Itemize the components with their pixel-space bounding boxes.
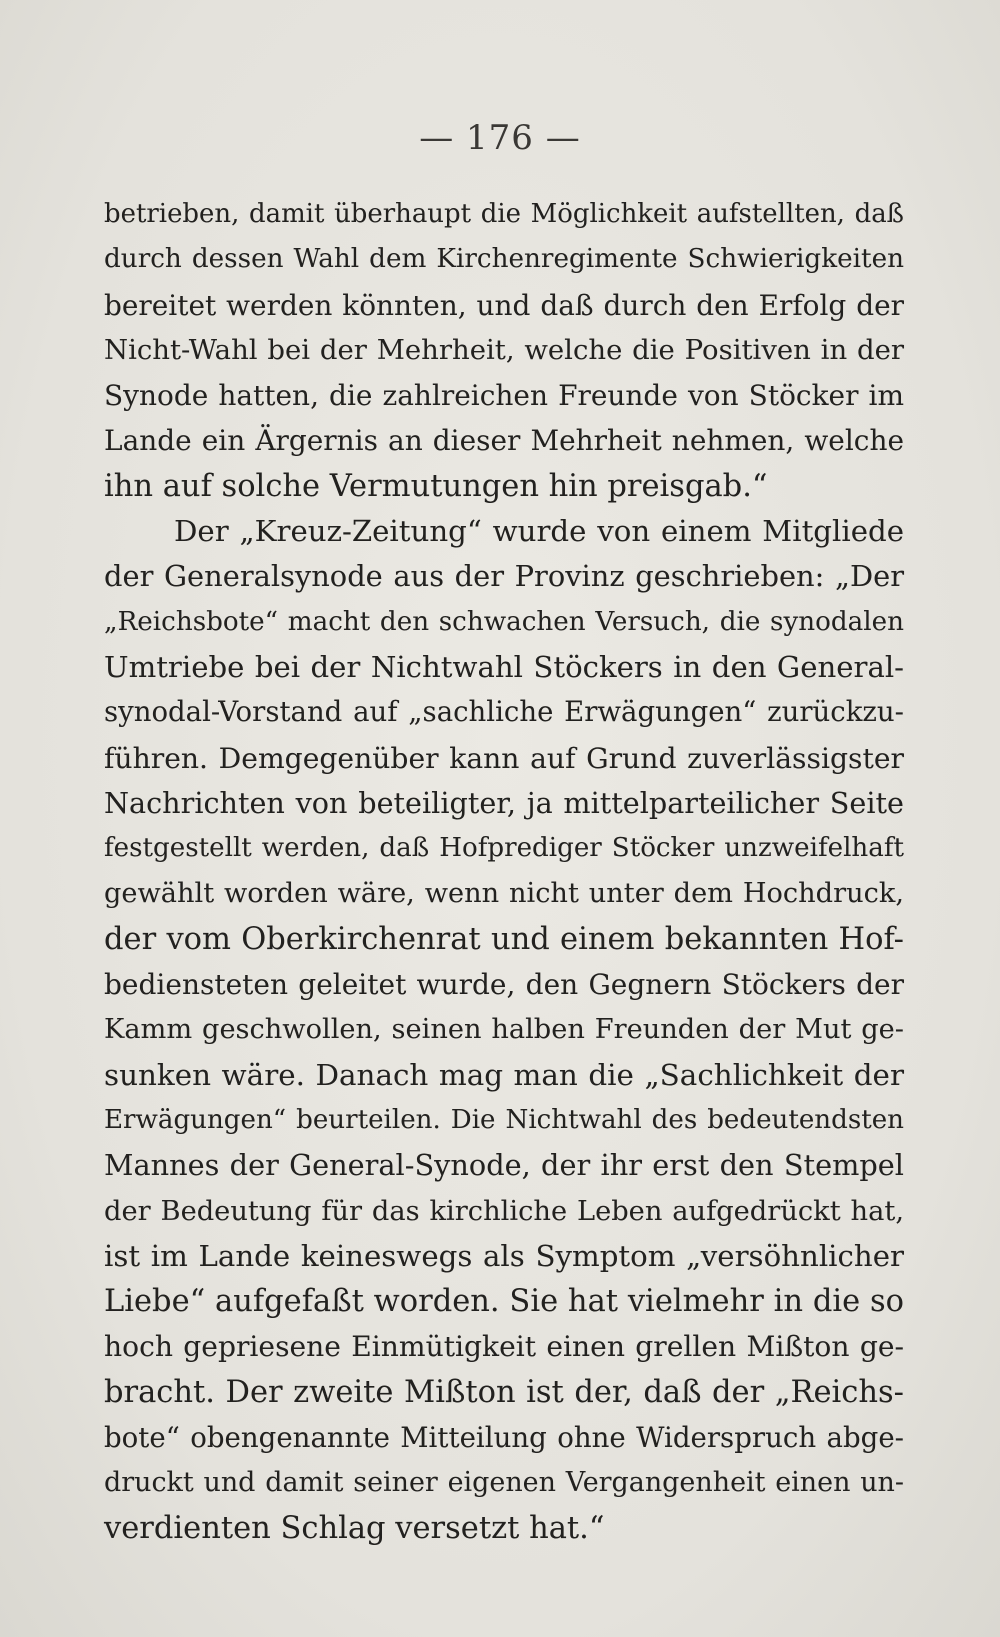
text-line: ist im Lande keineswegs als Symptom „versöhnlicher	[104, 1238, 904, 1273]
text-line: festgestellt werden, daß Hofprediger Stöcker unzweifelhaft	[104, 833, 904, 864]
text-line: Mannes der General-Synode, der ihr erst den Stempel	[104, 1148, 904, 1183]
paragraph	[104, 192, 904, 509]
text-line: führen. Demgegenüber kann auf Grund zuverlässigster	[104, 741, 904, 775]
text-line: bracht. Der zweite Mißton ist der, daß der „Reichs-	[104, 1374, 904, 1410]
text-line: bereitet werden könnten, und daß durch den Erfolg der	[104, 288, 904, 322]
text-line: synodal-Vorstand auf „sachliche Erwägungen“ zurückzu-	[104, 696, 904, 729]
text-line: druckt und damit seiner eigenen Vergangenheit einen un-	[104, 1467, 904, 1499]
text-line: gewählt worden wäre, wenn nicht unter dem Hochdruck,	[104, 878, 904, 910]
text-line: Der „Kreuz-Zeitung“ wurde von einem Mitgliede	[174, 514, 904, 549]
text-line: der Generalsynode aus der Provinz geschrieben: „Der	[104, 559, 904, 594]
text-line: betrieben, damit überhaupt die Möglichkeit aufstellten, daß	[104, 199, 904, 229]
text-line: Nachrichten von beteiligter, ja mittelparteilicher Seite	[104, 785, 904, 820]
text-line: Kamm geschwollen, seinen halben Freunden der Mut ge-	[104, 1014, 904, 1046]
text-line: Liebe“ aufgefaßt worden. Sie hat vielmehr in die so	[104, 1284, 904, 1320]
text-line: ihn auf solche Vermutungen hin preisgab.“	[104, 468, 768, 504]
text-line: Lande ein Ärgernis an dieser Mehrheit nehmen, welche	[104, 424, 904, 458]
text-line: der vom Oberkirchenrat und einem bekannten Hof-	[104, 921, 904, 957]
text-line: der Bedeutung für das kirchliche Leben aufgedrückt hat,	[104, 1195, 904, 1227]
paragraph	[104, 509, 904, 1551]
text-line: Synode hatten, die zahlreichen Freunde von Stöcker im	[104, 379, 904, 413]
text-line: „Reichsbote“ macht den schwachen Versuch, die synodalen	[104, 606, 904, 637]
page-number: — 176 —	[419, 118, 581, 158]
text-line: durch dessen Wahl dem Kirchenregimente Schwierigkeiten	[104, 244, 904, 275]
text-line: bote“ obengenannte Mitteilung ohne Widerspruch abge-	[104, 1421, 904, 1455]
text-line: Nicht-Wahl bei der Mehrheit, welche die Positiven in der	[104, 333, 904, 366]
text-line: verdienten Schlag versetzt hat.“	[104, 1510, 605, 1546]
text-line: hoch gepriesene Einmütigkeit einen grellen Mißton ge-	[104, 1330, 904, 1364]
body-text	[104, 192, 904, 1551]
text-line: Erwägungen“ beurteilen. Die Nichtwahl des bedeutendsten	[104, 1104, 904, 1135]
text-line: Umtriebe bei der Nichtwahl Stöckers in den General-	[104, 649, 904, 684]
text-line: bediensteten geleitet wurde, den Gegnern Stöckers der	[104, 968, 904, 1002]
text-line: sunken wäre. Danach mag man die „Sachlichkeit der	[104, 1057, 904, 1092]
